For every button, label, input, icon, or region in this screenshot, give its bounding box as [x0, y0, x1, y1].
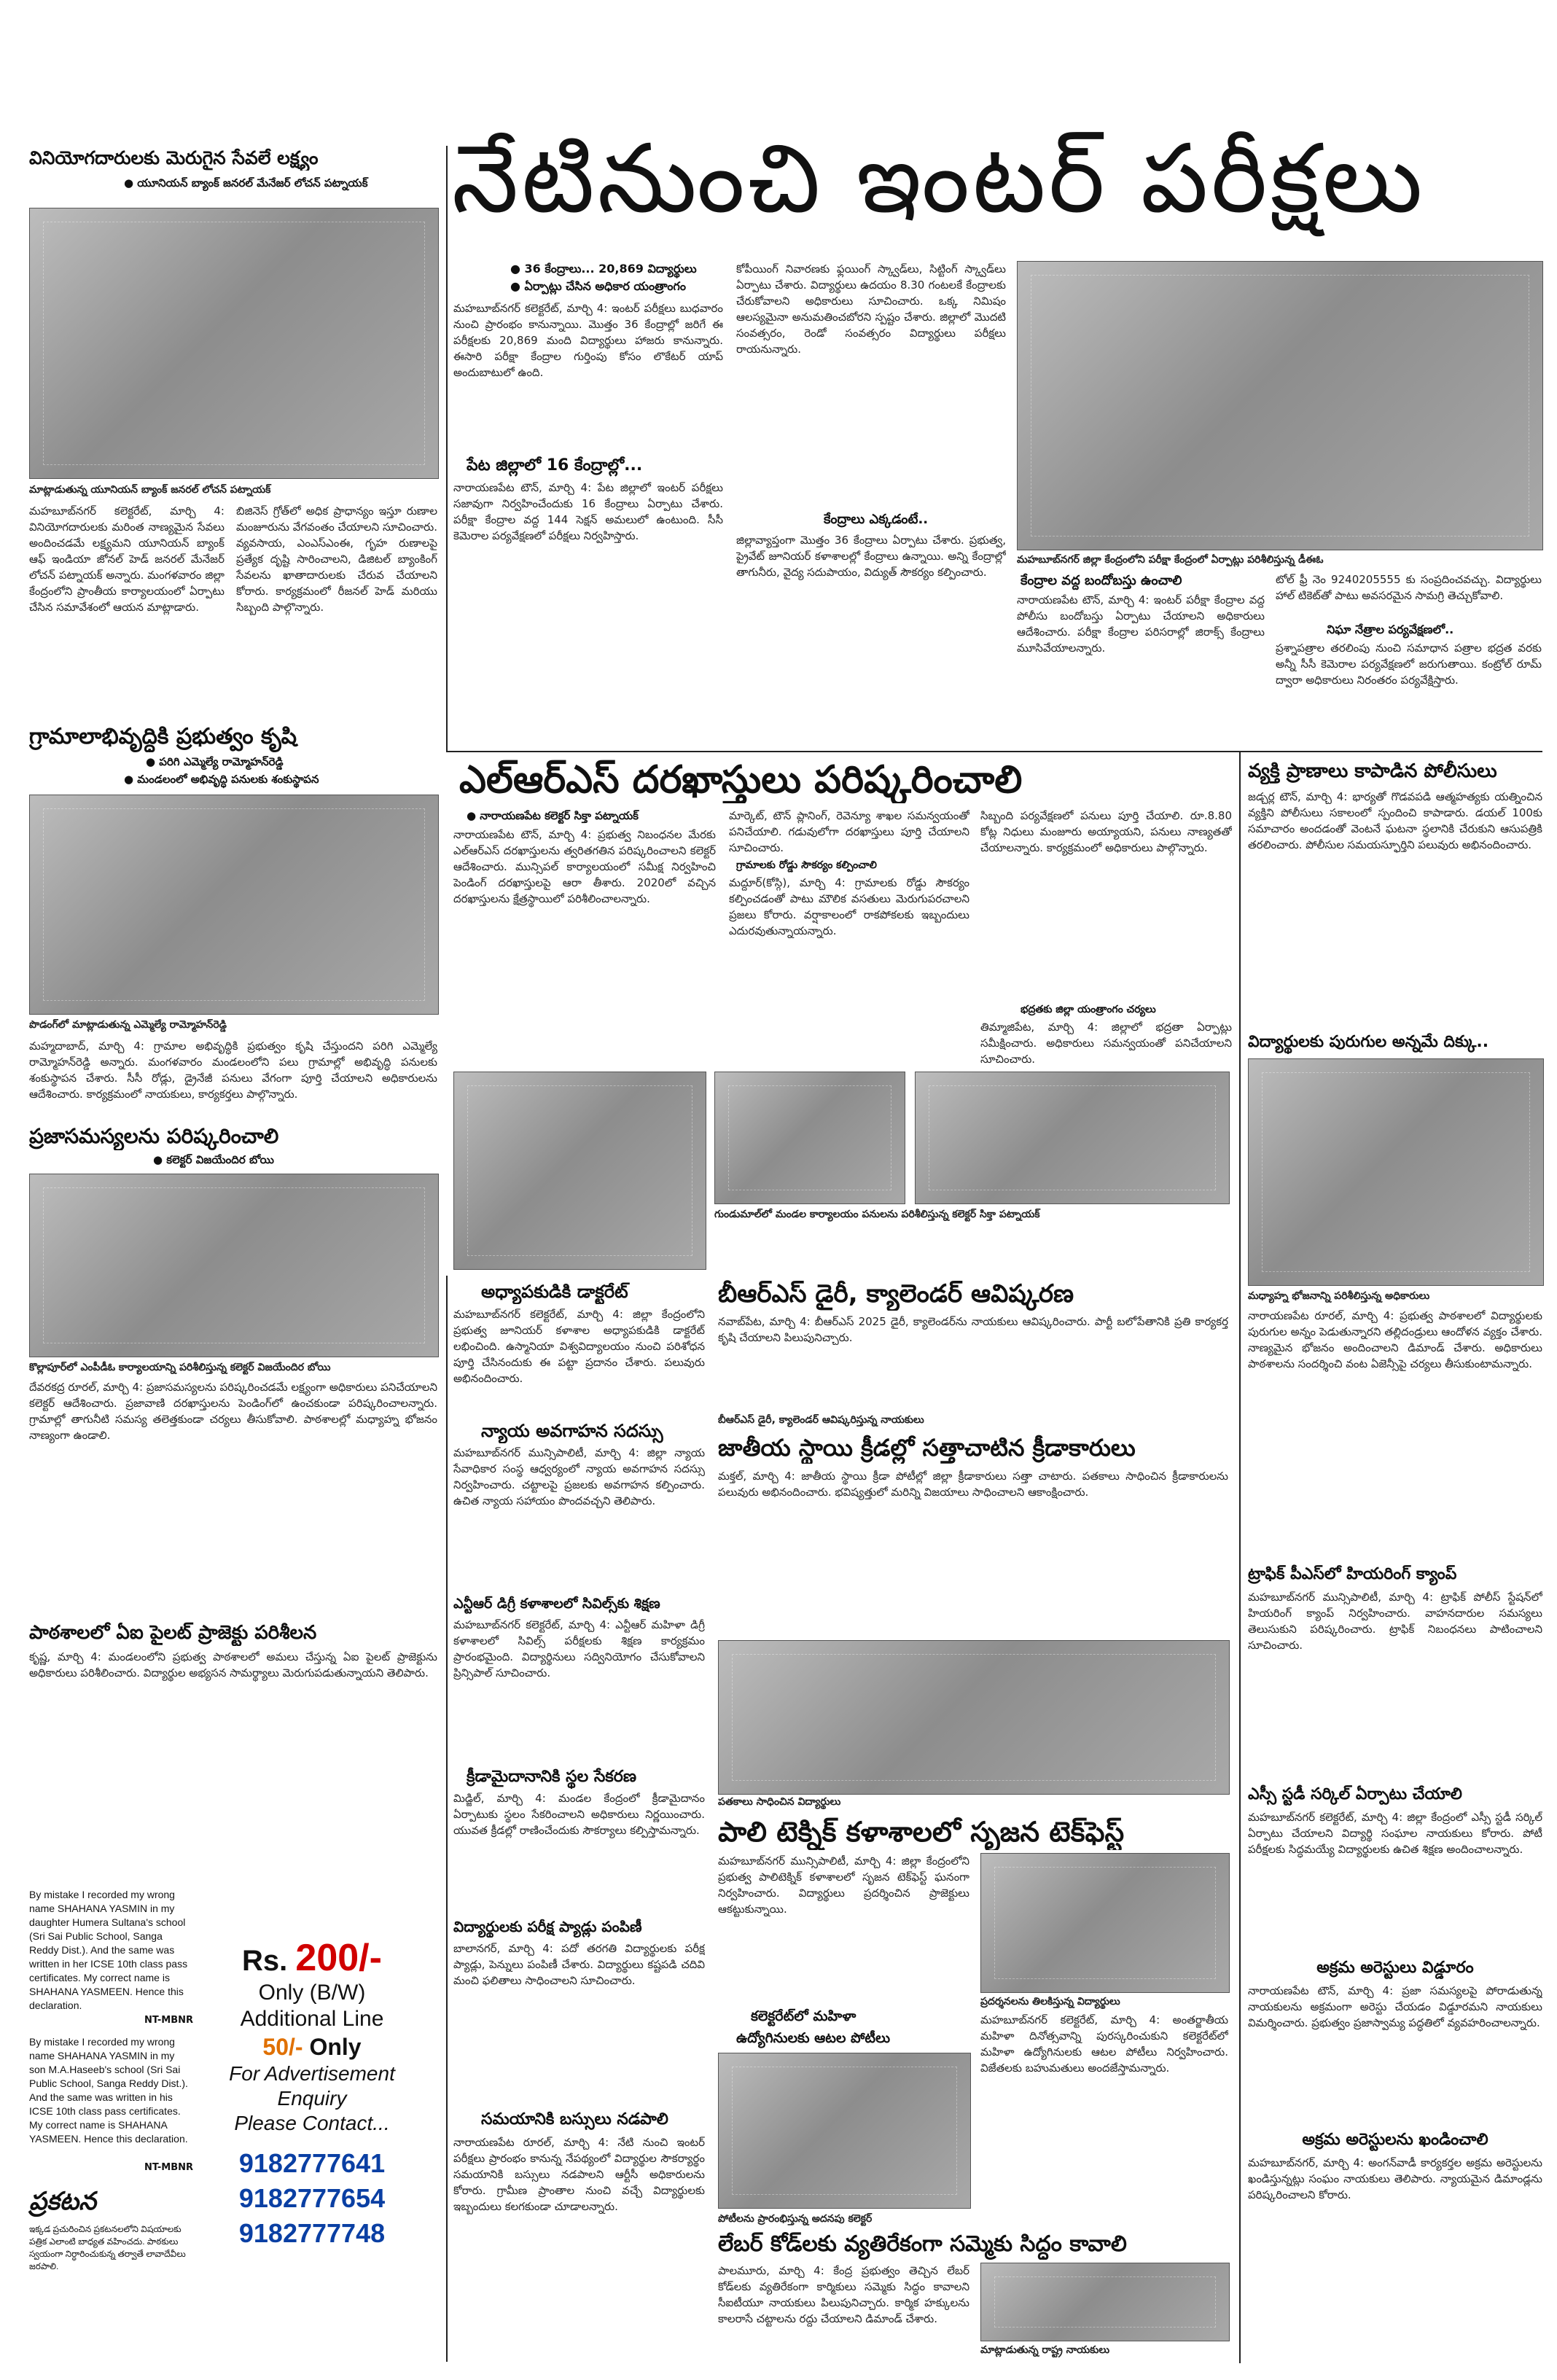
lead-sub1: ● 36 కేంద్రాలు... 20,869 విద్యార్థులు: [510, 262, 697, 276]
ad-price: [211, 1939, 413, 1980]
pads-body: బాలానగర్, మార్చి 4: పదో తరగతి విద్యార్థులకు పరీక్ష ప్యాడ్లు, పెన్నులు పంపిణీ చేశారు. విద్యార్థులు కష్టపడి చదివి మంచి ఫలితాలు సాధించాలని సూచించారు.: [453, 1942, 705, 1987]
lrs-body-b: మార్కెట్, టౌన్ ప్లానింగ్, రెవెన్యూ శాఖల సమన్వయంతో పనిచేయాలి. గడువులోగా దరఖాస్తులు పూర్తి చేయాలని సూచించారు.: [729, 809, 969, 854]
kollapur-body: దేవరకద్ర రూరల్, మార్చి 4: ప్రజాసమస్యలను పరిష్కరించడమే లక్ష్యంగా అధికారులు పనిచేయాలని కలెక్టర్ ఆదేశించారు. ప్రజావాణి దరఖాస్తులను పెండింగ్‌లో ఉంచకుండా పరిష్కరించాలన్నారు. గ్రామాల్లో తాగునీటి సమస్య తలెత్తకుండా చర్యలు తీసుకోవాలి. పాఠశాలల్లో మధ్యాహ్న భోజనం నాణ్యంగా ఉండాలి.: [29, 1381, 437, 1442]
kreeda-headline: క్రీడామైదానానికి స్థల సేకరణ: [467, 1768, 637, 1786]
nyaya-headline: న్యాయ అవగాహన సదస్సు: [481, 1421, 663, 1441]
traffic-headline: ట్రాఫిక్ పీఎస్‌లో హియరింగ్ క్యాంప్: [1248, 1565, 1457, 1583]
lrs-photo-caption: గుండుమాల్‌లో మండల కార్యాలయం పనులను పరిశీలిస్తున్న కలెక్టర్ సిక్తా పట్నాయక్: [714, 1209, 1040, 1220]
jatiya-photo: [718, 1640, 1230, 1795]
right-column-rule: [1239, 752, 1241, 2363]
teacher-body: మహబూబ్‌నగర్ కలెక్టరేట్, మార్చి 4: జిల్లా కేంద్రంలోని ప్రభుత్వ జూనియర్ కళాశాల అధ్యాపకుడికి డాక్టరేట్ లభించింది. ఉస్మానియా విశ్వవిద్యాలయం నుంచి పరిశోధన పూర్తి చేసినందుకు ఈ పట్టా ప్రదానం చేశారు. పలువురు అభినందించారు.: [453, 1308, 705, 1385]
brs-body: నవాబ్‌పేట, మార్చి 4: బీఆర్ఎస్ 2025 డైరీ, క్యాలెండర్‌ను నాయకులు ఆవిష్కరించారు. పార్టీ బలోపేతానికి ప్రతి కార్యకర్త కృషి చేయాలని పిలుపునిచ్చారు.: [718, 1315, 1228, 1344]
ad-sub-price-suffix: Only: [309, 2034, 362, 2060]
kollapur-photo: [29, 1174, 439, 1357]
prakatana-note: ఇక్కడ ప్రచురించిన ప్రకటనలలోని విషయాలకు పత్రిక ఎలాంటి బాధ్యత వహించదు. పాఠకులు స్వయంగా నిర్ధారించుకున్న తర్వాతే లావాదేవీలు జరపాలి.: [29, 2224, 186, 2271]
union-bank-caption: మాట్లాడుతున్న యూనియన్ బ్యాంక్ జనరల్ లోచన్ పట్నాయక్: [29, 484, 271, 496]
ad-phone-2[interactable]: 9182777654: [238, 2183, 386, 2213]
name-change-notice-1: By mistake I recorded my wrong name SHAHANA YASMIN in my daughter Humera Sultana's school (Sri Sai Public School, Sanga Reddy Dist.). And the same was written in her ICSE 10th class pass certificates. My correct name is SHAHANA YASMEEN. Hence this declaration.: [29, 1889, 188, 2011]
notice-1-tag: NT-MBNR: [144, 2015, 193, 2026]
name-change-notice-2: By mistake I recorded my wrong name SHAHANA YASMIN in my son M.A.Haseeb's school (Sri Sai Public School, Sanga Reddy Dist.). And the same was written in his ICSE 10th class pass certificates. My correct name is SHAHANA YASMEEN. Hence this declaration.: [29, 2036, 188, 2145]
pads-headline: విద్యార్థులకు పరీక్ష ప్యాడ్లు పంపిణీ: [453, 1918, 642, 1935]
lrs-body-d: సిబ్బంది పర్యవేక్షణలో పనులు పూర్తి చేయాలి. రూ.8.80 కోట్ల నిధులు మంజూరు అయ్యాయని, పనులు నాణ్యతతో చేయాలన్నారు. కార్యక్రమంలో అధికారులు పాల్గొన్నారు.: [980, 809, 1232, 854]
ad-sub-price-value: 50/-: [262, 2034, 303, 2060]
lead-body-e: నారాయణపేట టౌన్, మార్చి 4: ఇంటర్ పరీక్షా కేంద్రాల వద్ద పోలీసు బందోబస్తు ఏర్పాటు చేయాలని అధికారులు ఆదేశించారు. పరీక్షా కేంద్రాల పరిసరాల్లో జిరాక్స్ కేంద్రాలు మూసివేయాలన్నారు.: [1017, 593, 1265, 655]
ntr-body: మహబూబ్‌నగర్ కలెక్టరేట్, మార్చి 4: ఎన్టీఆర్ మహిళా డిగ్రీ కళాశాలలో సివిల్స్ పరీక్షలకు శిక్షణ కార్యక్రమం ప్రారంభమైంది. విద్యార్థినులు సద్వినియోగం చేసుకోవాలని ప్రిన్సిపాల్ సూచించారు.: [453, 1618, 705, 1679]
poly-caption: ప్రదర్శనలను తిలకిస్తున్న విద్యార్థులు: [980, 1996, 1120, 2008]
ad-price-value: 200/-: [295, 1937, 382, 1979]
poly-body: మహబూబ్‌నగర్ మున్సిపాలిటీ, మార్చి 4: జిల్లా కేంద్రంలోని ప్రభుత్వ పాలిటెక్నిక్ కళాశాలలో సృజన టెక్‌ఫెస్ట్ ఘనంగా నిర్వహించారు. విద్యార్థులు ప్రదర్శించిన ప్రాజెక్టులు ఆకట్టుకున్నాయి.: [718, 1854, 969, 1916]
traffic-body: మహబూబ్‌నగర్ మున్సిపాలిటీ, మార్చి 4: ట్రాఫిక్ పోలీస్ స్టేషన్‌లో హియరింగ్ క్యాంప్ నిర్వహించారు. వాహనదారుల సమస్యలు తెలుసుకుని పరిష్కరించారు. ట్రాఫిక్ నిబంధనలు పాటించాలని సూచించారు.: [1248, 1591, 1542, 1652]
poly-photo: [980, 1853, 1230, 1993]
ad-phone-1[interactable]: 9182777641: [238, 2148, 386, 2178]
lead-photo: [1017, 261, 1543, 550]
food-body: నారాయణపేట రూరల్, మార్చి 4: ప్రభుత్వ పాఠశాలలో విద్యార్థులకు పురుగుల అన్నం పెడుతున్నారని తల్లిదండ్రులు ఆందోళన వ్యక్తం చేశారు. నాణ్యమైన భోజనం అందించాలని డిమాండ్ చేశారు. అధికారులు పాఠశాలను సందర్శించి వంట ఏజెన్సీపై చర్యలు తీసుకుంటామన్నారు.: [1248, 1309, 1542, 1370]
praja-sub: ● కలెక్టర్ విజయేందిర బోయి: [153, 1153, 274, 1166]
notice-2-tag: NT-MBNR: [144, 2162, 193, 2173]
lead-body-b: నారాయణపేట టౌన్, మార్చి 4: పేట జిల్లాలో ఇంటర్ పరీక్షలు సజావుగా నిర్వహించేందుకు 16 కేంద్రాలు ఏర్పాటు చేశారు. పరీక్షా కేంద్రాల వద్ద 144 సెక్షన్ అమలులో ఉంటుంది. సీసీ కెమెరాల పర్యవేక్షణలో పరీక్షలు నిర్వహిస్తారు.: [453, 481, 723, 542]
ntr-headline: ఎన్టీఆర్ డిగ్రీ కళాశాలలో సివిల్స్‌కు శిక్షణ: [453, 1596, 660, 1612]
union-bank-body-right: బిజినెస్ గ్రోత్‌లో అధిక ప్రాధాన్యం ఇస్తూ రుణాల మంజూరును వేగవంతం చేయాలని సూచించారు. వ్యవసాయ, ఎంఎస్ఎంఈ, గృహ రుణాలపై ప్రత్యేక దృష్టి సారించాలని, డిజిటల్ బ్యాంకింగ్ సేవలను ఖాతాదారులకు చేరువ చేయాలని కోరారు. కార్యక్రమంలో రీజనల్ హెడ్ మరియు సిబ్బంది పాల్గొన్నారు.: [236, 504, 437, 614]
grama-headline: గ్రామాలాభివృద్ధికి ప్రభుత్వం కృషి: [29, 724, 297, 749]
union-bank-body-left: మహబూబ్‌నగర్ కలెక్టరేట్, మార్చి 4: వినియోగదారులకు మరింత నాణ్యమైన సేవలు అందించడమే లక్ష్యమని యూనియన్ బ్యాంక్ ఆఫ్ ఇండియా జోనల్ హెడ్ జనరల్ మేనేజర్ లోచన్ పట్నాయక్ అన్నారు. మంగళవారం జిల్లా కేంద్రంలోని ప్రాంతీయ కార్యాలయంలో ఏర్పాటు చేసిన సమావేశంలో ఆయన మాట్లాడారు.: [29, 504, 225, 614]
lead-body-g: ప్రశ్నాపత్రాల తరలింపు నుంచి సమాధాన పత్రాల భద్రత వరకు అన్నీ సీసీ కెమెరాల పర్యవేక్షణలో జరుగుతాయి. కంట్రోల్ రూమ్ ద్వారా అధికారులు నిరంతరం పర్యవేక్షిస్తారు.: [1276, 641, 1542, 687]
lead-sub4: కేంద్రాలు ఎక్కడంటే..: [824, 512, 929, 527]
food-photo: [1248, 1058, 1544, 1286]
poly-headline: పాలి టెక్నిక్ కళాశాలలో సృజన టెక్‌ఫెస్ట్: [718, 1816, 1125, 1848]
union-bank-headline: వినియోగదారులకు మెరుగైన సేవలే లక్ష్యం: [29, 147, 319, 168]
ramreddy-photo: [29, 795, 439, 1015]
pilot-body: కృష్ణ, మార్చి 4: మండలంలోని ప్రభుత్వ పాఠశాలలో అమలు చేస్తున్న ఏఐ పైలట్ ప్రాజెక్టును అధికారులు పరిశీలించారు. విద్యార్థుల అభ్యసన సామర్థ్యాలు మెరుగుపడుతున్నాయని తెలిపారు.: [29, 1650, 437, 1679]
bus-headline: సమయానికి బస్సులు నడపాలి: [481, 2110, 668, 2129]
brs-headline: బీఆర్ఎస్ డైరీ, క్యాలెండర్ ఆవిష్కరణ: [718, 1279, 1074, 1308]
ramreddy-body: మహ్మదాబాద్, మార్చి 4: గ్రామాల అభివృద్ధికి ప్రభుత్వం కృషి చేస్తుందని పరిగి ఎమ్మెల్యే రామ్మోహన్‌రెడ్డి అన్నారు. మంగళవారం మండలంలోని పలు గ్రామాల్లో అభివృద్ధి పనులకు శంకుస్థాపన చేశారు. సీసీ రోడ్లు, డ్రైనేజీ పనులు వేగంగా పూర్తి చేయాలని అధికారులను ఆదేశించారు. కార్యక్రమంలో నాయకులు, కార్యకర్తలు పాల్గొన్నారు.: [29, 1039, 437, 1101]
lrs-sub2: గ్రామాలకు రోడ్డు సౌకర్యం కల్పించాలి: [736, 859, 877, 871]
lrs-photo-1: [453, 1072, 706, 1270]
lrs-photo-3: [915, 1072, 1230, 1204]
lrs-sub: ● నారాయణపేట కలెక్టర్ సిక్తా పట్నాయక్: [467, 809, 639, 822]
collectorate-body: మహబూబ్‌నగర్ కలెక్టరేట్, మార్చి 4: అంతర్జాతీయ మహిళా దినోత్సవాన్ని పురస్కరించుకుని కలెక్టరేట్‌లో మహిళా ఉద్యోగినులకు ఆటల పోటీలు నిర్వహించారు. విజేతలకు బహుమతులు అందజేస్తామన్నారు.: [980, 2013, 1228, 2075]
lead-headline: నేటినుంచి ఇంటర్ పరీక్షలు: [452, 123, 1426, 234]
arrest-body: నారాయణపేట టౌన్, మార్చి 4: ప్రజా సమస్యలపై పోరాడుతున్న నాయకులను అక్రమంగా అరెస్టు చేయడం విడ్డూరమని నాయకులు విమర్శించారు. ప్రభుత్వం ప్రజాస్వామ్య పద్ధతిలో వ్యవహరించాలన్నారు.: [1248, 1984, 1542, 2029]
ad-line-1: Only (B/W): [258, 1981, 366, 2005]
arrest-headline: అక్రమ అరెస్టులు విడ్డూరం: [1316, 1959, 1474, 1977]
lead-body-f: టోల్ ఫ్రీ నెం 9240205555 కు సంప్రదించవచ్చు. విద్యార్థులు హాల్ టికెట్‌తో పాటు అవసరమైన సామగ్రి తెచ్చుకోవాలి.: [1276, 573, 1542, 602]
lead-body-a: మహబూబ్‌నగర్ కలెక్టరేట్, మార్చి 4: ఇంటర్ పరీక్షలు బుధవారం నుంచి ప్రారంభం కానున్నాయి. మొత్తం 36 కేంద్రాల్లో జరిగే ఈ పరీక్షలకు 20,869 మంది విద్యార్థులు హాజరు కానున్నారు. ఈసారి పరీక్షా కేంద్రాల గుర్తింపు కోసం లొకేటర్ యాప్ అందుబాటులో ఉంది.: [453, 302, 723, 379]
lrs-sub3: భద్రతకు జిల్లా యంత్రాంగం చర్యలు: [1021, 1004, 1156, 1015]
labour-photo: [980, 2263, 1230, 2341]
jatiya-headline: జాతీయ స్థాయి క్రీడల్లో సత్తాచాటిన క్రీడాకారులు: [718, 1434, 1136, 1462]
classified-ad-box: [211, 1939, 413, 2303]
praja-headline: ప్రజాసమస్యలను పరిష్కరించాలి: [29, 1124, 279, 1148]
mid-rule: [446, 1276, 448, 2362]
union-bank-subhead: ● యూనియన్ బ్యాంక్ జనరల్ మేనేజర్ లోచన్ పట్నాయక్: [124, 176, 368, 190]
studycircle-body: మహబూబ్‌నగర్ కలెక్టరేట్, మార్చి 4: జిల్లా కేంద్రంలో ఎస్సీ స్టడీ సర్కిల్ ఏర్పాటు చేయాలని విద్యార్థి సంఘాల నాయకులు కోరారు. పోటీ పరీక్షలకు సిద్ధమయ్యే విద్యార్థులకు ఉచిత శిక్షణ అందించాలన్నారు.: [1248, 1811, 1542, 1856]
ad-phone-3[interactable]: 9182777748: [238, 2218, 386, 2248]
teacher-headline: అధ్యాపకుడికి డాక్టరేట్: [481, 1281, 628, 1302]
lrs-photo-2: [714, 1072, 905, 1204]
labour-body: పాలమూరు, మార్చి 4: కేంద్ర ప్రభుత్వం తెచ్చిన లేబర్ కోడ్‌లకు వ్యతిరేకంగా కార్మికులు సమ్మెకు సిద్ధం కావాలని సీఐటీయూ నాయకులు పిలుపునిచ్చారు. కార్మిక హక్కులను కాలరాసే చట్టాలను రద్దు చేయాలని డిమాండ్ చేశారు.: [718, 2264, 969, 2325]
lead-sub2: ● ఏర్పాట్లు చేసిన అధికార యంత్రాంగం: [510, 279, 686, 293]
column-rule: [446, 146, 448, 751]
labour-caption: మాట్లాడుతున్న రాష్ట్ర నాయకులు: [980, 2344, 1110, 2356]
brs-caption: బీఆర్ఎస్ డైరీ, క్యాలెండర్ ఆవిష్కరిస్తున్న నాయకులు: [718, 1414, 924, 1426]
ad-price-prefix: Rs.: [242, 1945, 288, 1977]
ad-enquiry-1: For Advertisement Enquiry: [229, 2062, 395, 2110]
kreeda-body: మిడ్జిల్, మార్చి 4: మండల కేంద్రంలో క్రీడామైదానం ఏర్పాటుకు స్థలం సేకరించాలని అధికారులు నిర్ణయించారు. యువత క్రీడల్లో రాణించేందుకు సౌకర్యాలు కల్పిస్తామన్నారు.: [453, 1792, 705, 1837]
labour-headline: లేబర్ కోడ్‌లకు వ్యతిరేకంగా సమ్మెకు సిద్ధం కావాలి: [718, 2231, 1127, 2257]
grama-sub2: ● మండలంలో అభివృద్ధి పనులకు శంకుస్థాపన: [124, 773, 319, 786]
jatiya-body: మక్తల్, మార్చి 4: జాతీయ స్థాయి క్రీడా పోటీల్లో జిల్లా క్రీడాకారులు సత్తా చాటారు. పతకాలు సాధించిన క్రీడాకారులను పలువురు అభినందించారు. భవిష్యత్తులో మరిన్ని విజయాలు సాధించాలని ఆకాంక్షించారు.: [718, 1470, 1228, 1499]
kollapur-caption: కొల్లాపూర్‌లో ఎంపీడీఓ కార్యాలయాన్ని పరిశీలిస్తున్న కలెక్టర్ విజయేందిర బోయి: [29, 1362, 331, 1373]
ad-line-2: Additional Line: [240, 2007, 384, 2031]
lead-body-c: కోపీయింగ్ నివారణకు ఫ్లయింగ్ స్క్వాడ్‌లు, సిట్టింగ్ స్క్వాడ్‌లు ఏర్పాటు చేశారు. విద్యార్థులు ఉదయం 8.30 గంటలకే కేంద్రాలకు చేరుకోవాలని అధికారులు సూచించారు. ఒక్క నిమిషం ఆలస్యమైనా అనుమతించబోరని స్పష్టం చేశారు. జిల్లాలో మొదటి సంవత్సరం, రెండో సంవత్సరం విద్యార్థులు పరీక్షలు రాయనున్నారు.: [736, 262, 1006, 356]
grama-sub1: ● పరిగి ఎమ్మెల్యే రామ్మోహన్‌రెడ్డి: [146, 755, 284, 768]
prakatana-brand: ప్రకటన: [29, 2187, 97, 2216]
food-caption: మధ్యాహ్న భోజనాన్ని పరిశీలిస్తున్న అధికారులు: [1248, 1290, 1430, 1302]
collectorate-photo: [718, 2053, 971, 2209]
jatiya-caption: పతకాలు సాధించిన విద్యార్థులు: [718, 1796, 841, 1808]
lrs-body-e: తిమ్మాజిపేట, మార్చి 4: జిల్లాలో భద్రతా ఏర్పాట్లు సమీక్షించారు. అధికారులు సమన్వయంతో పనిచేయాలని సూచించారు.: [980, 1021, 1232, 1066]
lead-body-d: జిల్లావ్యాప్తంగా మొత్తం 36 కేంద్రాలు ఏర్పాటు చేశారు. ప్రభుత్వ, ప్రైవేట్ జూనియర్ కళాశాలల్లో కేంద్రాలు ఉన్నాయి. అన్ని కేంద్రాల్లో తాగునీరు, వైద్య సదుపాయం, విద్యుత్ సౌకర్యం కల్పించారు.: [736, 534, 1006, 579]
lead-photo-caption: మహబూబ్‌నగర్ జిల్లా కేంద్రంలోని పరీక్షా కేంద్రంలో ఏర్పాట్లు పరిశీలిస్తున్న డీఈఓ: [1017, 554, 1324, 566]
studycircle-headline: ఎస్సీ స్టడీ సర్కిల్ ఏర్పాటు చేయాలి: [1248, 1785, 1462, 1803]
lrs-body-a: నారాయణపేట టౌన్, మార్చి 4: ప్రభుత్వ నిబంధనల మేరకు ఎల్ఆర్ఎస్ దరఖాస్తులను త్వరితగతిన పరిష్కరించాలని కలెక్టర్ ఆదేశించారు. మున్సిపల్ కార్యాలయంలో సమీక్ష నిర్వహించి పెండింగ్ దరఖాస్తులపై ఆరా తీశారు. 2020లో వచ్చిన దరఖాస్తులను క్షేత్రస్థాయిలో పరిశీలించాలన్నారు.: [453, 828, 716, 905]
ramreddy-caption: పొడంగ్‌లో మాట్లాడుతున్న ఎమ్మెల్యే రామ్మోహన్‌రెడ్డి: [29, 1019, 227, 1031]
arrest2-headline: అక్రమ అరెస్టులను ఖండించాలి: [1302, 2131, 1488, 2149]
police-headline: వ్యక్తి ప్రాణాలు కాపాడిన పోలీసులు: [1248, 760, 1497, 782]
lrs-headline: ఎల్ఆర్ఎస్ దరఖాస్తులు పరిష్కరించాలి: [459, 758, 1023, 802]
collectorate-headline-1: కలెక్టరేట్‌లో మహిళా: [751, 2008, 856, 2024]
food-headline: విద్యార్థులకు పురుగుల అన్నమే దిక్కు..: [1248, 1033, 1489, 1051]
ad-sub-price: [211, 2032, 413, 2061]
arrest2-body: మహబూబ్‌నగర్, మార్చి 4: అంగన్‌వాడీ కార్యకర్తల అక్రమ అరెస్టులను ఖండిస్తున్నట్లు సంఘం నాయకులు తెలిపారు. న్యాయమైన డిమాండ్లను పరిష్కరించాలని కోరారు.: [1248, 2156, 1542, 2201]
pilot-headline: పాఠశాలలో ఏఐ పైలట్ ప్రాజెక్టు పరిశీలన: [29, 1622, 317, 1644]
ad-enquiry-2: Please Contact...: [234, 2112, 390, 2134]
union-bank-photo: [29, 208, 439, 479]
collectorate-headline-2: ఉద్యోగినులకు ఆటల పోటీలు: [736, 2030, 891, 2046]
police-body: జడ్చర్ల టౌన్, మార్చి 4: భార్యతో గొడవపడి ఆత్మహత్యకు యత్నించిన వ్యక్తిని పోలీసులు సకాలంలో స్పందించి కాపాడారు. డయల్ 100కు సమాచారం అందడంతో వెంటనే ఘటనా స్థలానికి చేరుకుని ఆసుపత్రికి తరలించారు. పోలీసుల సమయస్ఫూర్తిని పలువురు అభినందించారు.: [1248, 790, 1542, 851]
section-rule: [446, 751, 1542, 752]
lrs-body-c: మద్దూర్(కోస్గి), మార్చి 4: గ్రామాలకు రోడ్డు సౌకర్యం కల్పించడంతో పాటు మౌలిక వసతులు మెరుగుపరచాలని ప్రజలు కోరారు. వర్షాకాలంలో రాకపోకలకు ఇబ్బందులు ఎదురవుతున్నాయన్నారు.: [729, 876, 969, 937]
bus-body: నారాయణపేట రూరల్, మార్చి 4: నేటి నుంచి ఇంటర్ పరీక్షలు ప్రారంభం కానున్న నేపథ్యంలో విద్యార్థుల సౌకర్యార్థం సమయానికి బస్సులు నడపాలని ఆర్టీసీ అధికారులను కోరారు. గ్రామీణ ప్రాంతాల నుంచి వచ్చే విద్యార్థులకు ఇబ్బందులు కలగకుండా చూడాలన్నారు.: [453, 2136, 705, 2213]
lead-sub6: నిఘా నేత్రాల పర్యవేక్షణలో..: [1327, 623, 1454, 636]
collectorate-caption: పోటీలను ప్రారంభిస్తున్న అదనపు కలెక్టర్: [718, 2213, 873, 2225]
nyaya-body: మహబూబ్‌నగర్ మున్సిపాలిటీ, మార్చి 4: జిల్లా న్యాయ సేవాధికార సంస్థ ఆధ్వర్యంలో న్యాయ అవగాహన సదస్సు నిర్వహించారు. చట్టాలపై ప్రజలకు అవగాహన కల్పించారు. ఉచిత న్యాయ సహాయం పొందవచ్చని తెలిపారు.: [453, 1446, 705, 1507]
lead-sub3: పేట జిల్లాలో 16 కేంద్రాల్లో...: [467, 456, 643, 475]
lead-sub5: కేంద్రాల వద్ద బందోబస్తు ఉంచాలి: [1021, 573, 1182, 588]
